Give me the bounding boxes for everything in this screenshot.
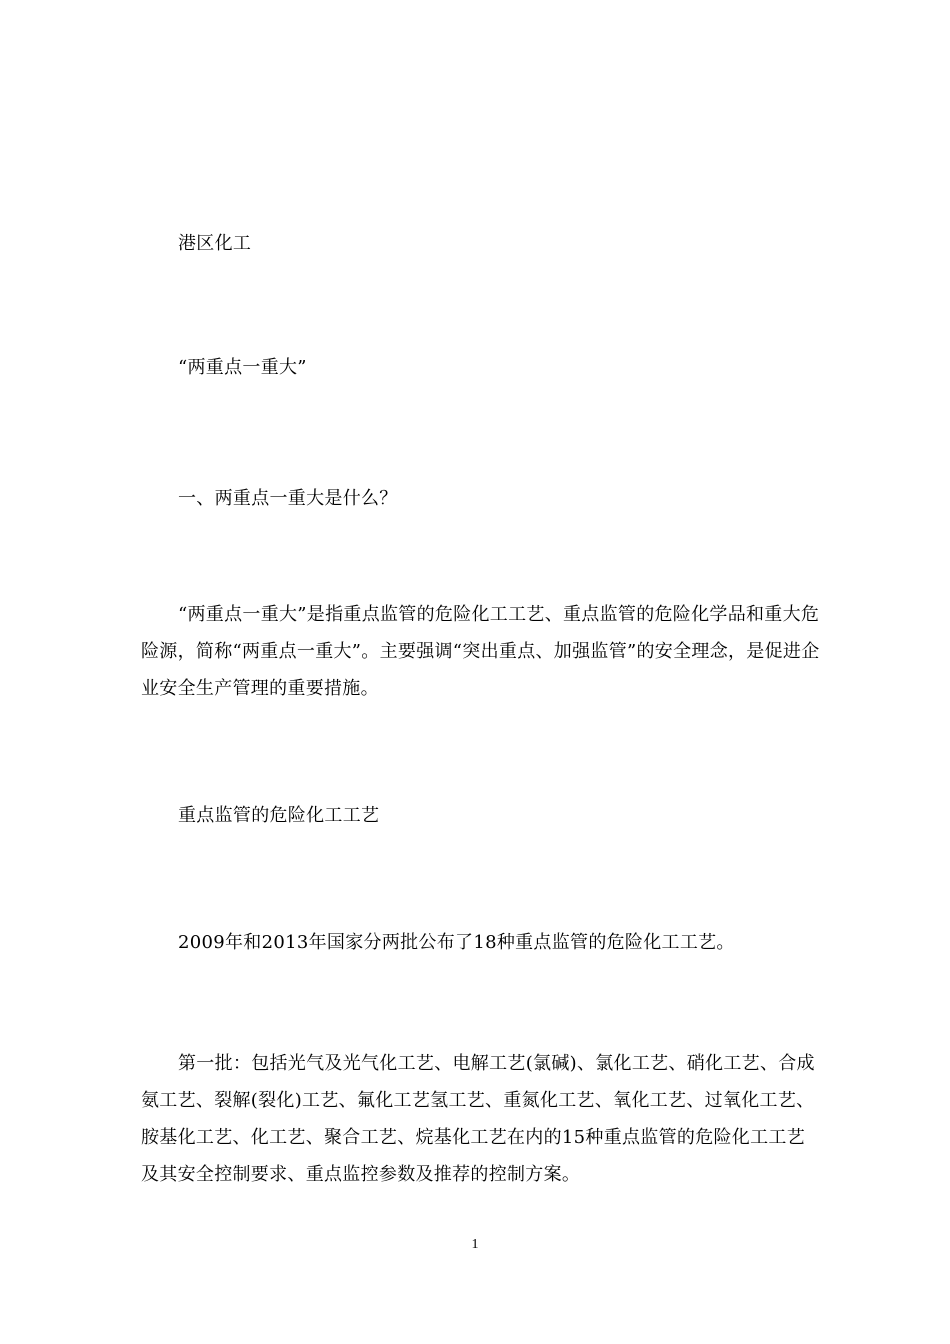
paragraph-first-batch: 第一批：包括光气及光气化工艺、电解工艺(氯碱)、氯化工艺、硝化工艺、合成氨工艺、裂解(裂化)工艺、氟化工艺氢工艺、重氮化工艺、氧化工艺、过氧化工艺、胺基化工艺、化工艺、聚合工艺、烷基化工艺在内的15种重点监管的危险化工工艺及其安全控制要求、重点监控参数及推荐的控制方案。 xyxy=(141,1053,815,1185)
section-heading-key-processes: 重点监管的危险化工工艺 xyxy=(178,805,380,826)
paragraph-definition: “两重点一重大”是指重点监管的危险化工工艺、重点监管的危险化学品和重大危险源，简称“两重点一重大”。主要强调“突出重点、加强监管”的安全理念，是促进企业安全生产管理的重要措施。 xyxy=(141,604,820,699)
section-heading-what-is: 一、两重点一重大是什么？ xyxy=(178,488,398,509)
page-number: 1 xyxy=(471,1237,479,1252)
doc-heading-port-chemical: 港区化工 xyxy=(178,233,252,254)
doc-heading-two-key-one-major: “两重点一重大” xyxy=(178,357,307,378)
paragraph-process-announcement: 2009年和2013年国家分两批公布了18种重点监管的危险化工工艺。 xyxy=(178,932,735,953)
